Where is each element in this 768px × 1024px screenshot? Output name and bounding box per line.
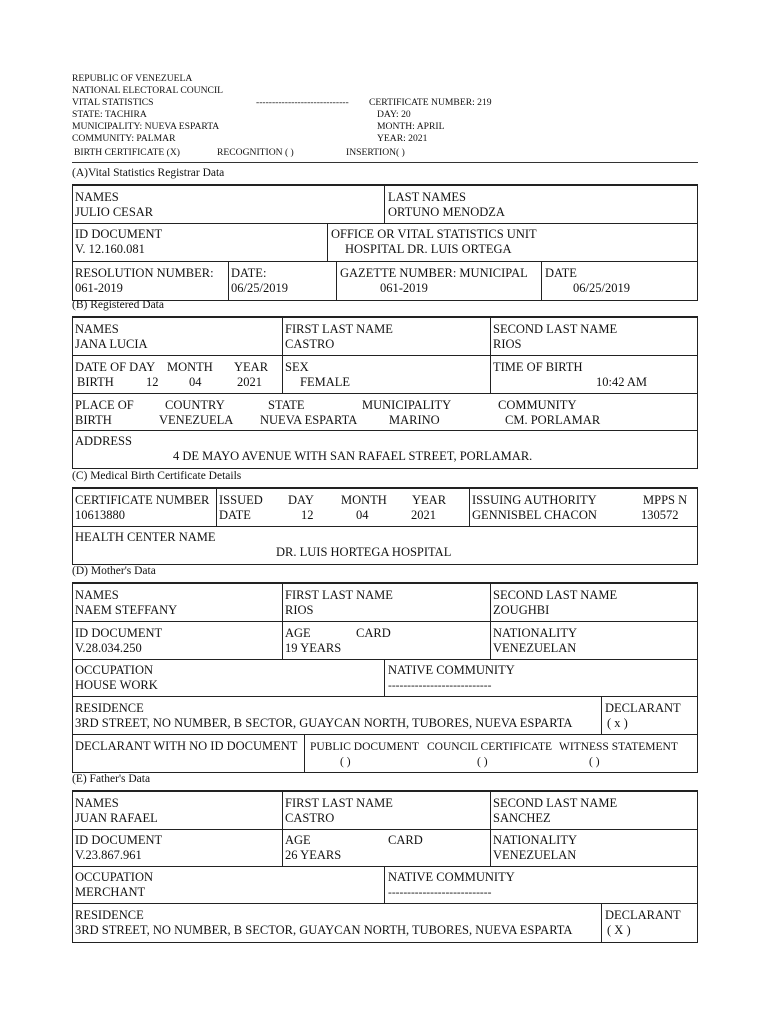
registered-names-row	[73, 318, 697, 356]
mother-nationality-value: VENEZUELAN	[493, 641, 577, 655]
father-residence-row	[73, 904, 697, 942]
witness-statement-label: WITNESS STATEMENT	[559, 741, 678, 753]
registered-second-last-name-label: SECOND LAST NAME	[493, 322, 618, 336]
father-second-last-name-value: SANCHEZ	[493, 811, 551, 825]
mother-second-last-name-label: SECOND LAST NAME	[493, 588, 618, 602]
father-residence-cell	[73, 904, 601, 942]
gazette-date-cell	[541, 262, 697, 300]
father-id-value: V.23.867.961	[75, 848, 142, 862]
mother-first-last-name-value: RIOS	[285, 603, 314, 617]
father-second-last-name-cell	[490, 792, 697, 829]
address-value: 4 DE MAYO AVENUE WITH SAN RAFAEL STREET, PORLAMAR.	[173, 449, 533, 463]
registered-first-last-name-label: FIRST LAST NAME	[285, 322, 393, 336]
mother-names-value: NAEM STEFFANY	[75, 603, 178, 617]
mother-residence-label: RESIDENCE	[75, 701, 144, 715]
father-names-value: JUAN RAFAEL	[75, 811, 158, 825]
issued-month-value: 04	[356, 508, 369, 522]
registrar-office-cell	[327, 224, 697, 261]
father-id-cell	[73, 830, 282, 866]
birth-year-label: YEAR	[234, 360, 269, 374]
mother-age-value: 19 YEARS	[285, 641, 342, 655]
mother-id-cell	[73, 622, 282, 659]
header-day: DAY: 20	[377, 109, 411, 120]
father-occupation-row	[73, 867, 697, 904]
mother-first-last-name-cell	[282, 584, 490, 621]
father-second-last-name-label: SECOND LAST NAME	[493, 796, 618, 810]
registrar-last-names-cell	[384, 186, 697, 223]
registrar-resolution-row	[73, 262, 697, 300]
section-a-title: (A)Vital Statistics Registrar Data	[72, 167, 225, 179]
medical-cert-row	[73, 489, 697, 527]
mother-occupation-value: HOUSE WORK	[75, 678, 158, 692]
registrar-id-cell	[73, 224, 327, 261]
state-value: NUEVA ESPARTA	[260, 413, 358, 427]
witness-statement-check: ( )	[589, 756, 600, 768]
mpps-value: 130572	[641, 508, 679, 522]
father-id-label: ID DOCUMENT	[75, 833, 163, 847]
no-id-document-cell	[73, 735, 304, 772]
father-age-cell	[282, 830, 490, 866]
section-c-title: (C) Medical Birth Certificate Details	[72, 470, 242, 482]
mother-id-label: ID DOCUMENT	[75, 626, 163, 640]
vital-statistics-label: VITAL STATISTICS	[72, 97, 154, 108]
municipality-value: MARINO	[389, 413, 440, 427]
father-names-row	[73, 792, 697, 830]
gazette-date-label: DATE	[545, 266, 577, 280]
sex-value: FEMALE	[300, 375, 350, 389]
place-of-birth-row	[73, 394, 697, 431]
father-residence-value: 3RD STREET, NO NUMBER, B SECTOR, GUAYCAN NORTH, TUBORES, NUEVA ESPARTA	[75, 923, 573, 937]
registered-names-label: NAMES	[75, 322, 119, 336]
header-month: MONTH: APRIL	[377, 121, 445, 132]
father-occupation-cell	[73, 867, 384, 903]
birth-label: BIRTH	[77, 375, 114, 389]
cert-number-cell	[73, 489, 216, 526]
mother-declarant-label: DECLARANT	[605, 701, 681, 715]
birth-month-label: MONTH	[167, 360, 213, 374]
birth-date-cell	[73, 356, 282, 393]
father-age-value: 26 YEARS	[285, 848, 342, 862]
resolution-date-value: 06/25/2019	[231, 281, 288, 295]
section-b-title: (B) Registered Data	[72, 299, 164, 311]
father-declarant-value: ( X )	[607, 923, 631, 937]
country-value: VENEZUELA	[159, 413, 234, 427]
father-nationality-cell	[490, 830, 697, 866]
issued-year-value: 2021	[411, 508, 436, 522]
time-of-birth-label: TIME OF BIRTH	[493, 360, 583, 374]
father-names-cell	[73, 792, 282, 829]
mother-names-cell	[73, 584, 282, 621]
cert-number-value: 10613880	[75, 508, 125, 522]
father-first-last-name-value: CASTRO	[285, 811, 335, 825]
issuing-authority-label: ISSUING AUTHORITY	[472, 493, 597, 507]
section-d-title: (D) Mother's Data	[72, 565, 156, 577]
header-municipality: MUNICIPALITY: NUEVA ESPARTA	[72, 121, 220, 132]
mother-first-last-name-label: FIRST LAST NAME	[285, 588, 393, 602]
registrar-office-value: HOSPITAL DR. LUIS ORTEGA	[345, 242, 512, 256]
mother-native-community-cell	[384, 660, 697, 696]
registered-names-cell	[73, 318, 282, 355]
registrar-id-row	[73, 224, 697, 262]
header-year: YEAR: 2021	[377, 133, 428, 144]
community-value: CM. PORLAMAR	[505, 413, 601, 427]
registrar-names-cell	[73, 186, 384, 223]
registrar-office-label: OFFICE OR VITAL STATISTICS UNIT	[331, 227, 537, 241]
registrar-last-names-label: LAST NAMES	[388, 190, 466, 204]
cert-number-label: CERTIFICATE NUMBER	[75, 493, 210, 507]
registered-second-last-name-value: RIOS	[493, 337, 522, 351]
sex-label: SEX	[285, 360, 309, 374]
resolution-date-cell	[228, 262, 336, 300]
mother-residence-row	[73, 697, 697, 735]
issuing-authority-cell	[469, 489, 697, 526]
header-state: STATE: TACHIRA	[72, 109, 147, 120]
issued-label: ISSUED	[219, 493, 263, 507]
father-occupation-label: OCCUPATION	[75, 870, 154, 884]
section-c-table	[72, 487, 698, 565]
address-row	[73, 431, 697, 468]
birth-certificate-option: BIRTH CERTIFICATE (X)	[74, 147, 180, 158]
mother-names-row	[73, 584, 697, 622]
registered-first-last-name-cell	[282, 318, 490, 355]
mother-nationality-cell	[490, 622, 697, 659]
registrar-names-value: JULIO CESAR	[75, 205, 154, 219]
country-name: REPUBLIC OF VENEZUELA	[72, 73, 193, 84]
father-residence-label: RESIDENCE	[75, 908, 144, 922]
section-e-table	[72, 790, 698, 943]
section-d-table	[72, 582, 698, 773]
gazette-number-label: GAZETTE NUMBER: MUNICIPAL	[340, 266, 528, 280]
no-id-document-label: DECLARANT WITH NO ID DOCUMENT	[75, 739, 298, 753]
health-center-value: DR. LUIS HORTEGA HOSPITAL	[276, 545, 452, 559]
gazette-date-value: 06/25/2019	[573, 281, 630, 295]
registrar-id-value: V. 12.160.081	[75, 242, 145, 256]
header-divider	[72, 162, 698, 163]
father-age-label: AGE	[285, 833, 311, 847]
mother-id-value: V.28.034.250	[75, 641, 142, 655]
registrar-id-label: ID DOCUMENT	[75, 227, 163, 241]
registered-names-value: JANA LUCIA	[75, 337, 148, 351]
country-label: COUNTRY	[165, 398, 225, 412]
mother-native-community-label: NATIVE COMMUNITY	[388, 663, 515, 677]
birth-month-value: 04	[189, 375, 202, 389]
resolution-number-cell	[73, 262, 228, 300]
mother-occupation-cell	[73, 660, 384, 696]
public-document-label: PUBLIC DOCUMENT	[310, 741, 419, 753]
place-of-birth-label: PLACE OF	[75, 398, 134, 412]
header-dashes: -----------------------------	[256, 97, 349, 108]
registered-first-last-name-value: CASTRO	[285, 337, 335, 351]
section-b-table	[72, 316, 698, 469]
father-native-community-cell	[384, 867, 697, 903]
mother-second-last-name-value: ZOUGHBI	[493, 603, 550, 617]
council-certificate-label: COUNCIL CERTIFICATE	[427, 741, 553, 753]
health-center-label: HEALTH CENTER NAME	[75, 530, 216, 544]
father-nationality-label: NATIONALITY	[493, 833, 578, 847]
issued-day-label: DAY	[288, 493, 314, 507]
resolution-date-label: DATE:	[231, 266, 267, 280]
mother-residence-value: 3RD STREET, NO NUMBER, B SECTOR, GUAYCAN NORTH, TUBORES, NUEVA ESPARTA	[75, 716, 573, 730]
council-name: NATIONAL ELECTORAL COUNCIL	[72, 85, 223, 96]
section-a-table	[72, 184, 698, 301]
state-label: STATE	[268, 398, 305, 412]
registrar-names-label: NAMES	[75, 190, 119, 204]
issuing-authority-value: GENNISBEL CHACON	[472, 508, 597, 522]
issued-date-label: DATE	[219, 508, 251, 522]
mpps-label: MPPS N	[643, 493, 688, 507]
father-first-last-name-label: FIRST LAST NAME	[285, 796, 393, 810]
document-type-cell	[304, 735, 697, 772]
mother-declarant-cell	[601, 697, 697, 734]
time-of-birth-value: 10:42 AM	[596, 375, 648, 389]
birth-year-value: 2021	[237, 375, 262, 389]
mother-nationality-label: NATIONALITY	[493, 626, 578, 640]
gazette-number-cell	[336, 262, 541, 300]
address-label: ADDRESS	[75, 434, 132, 448]
resolution-number-value: 061-2019	[75, 281, 123, 295]
mother-second-last-name-cell	[490, 584, 697, 621]
mother-declarant-value: ( x )	[607, 716, 628, 730]
father-first-last-name-cell	[282, 792, 490, 829]
issued-date-cell	[216, 489, 469, 526]
mother-occupation-label: OCCUPATION	[75, 663, 154, 677]
issued-month-label: MONTH	[341, 493, 387, 507]
father-names-label: NAMES	[75, 796, 119, 810]
father-card-label: CARD	[388, 833, 423, 847]
municipality-label: MUNICIPALITY	[362, 398, 452, 412]
public-document-check: ( )	[340, 756, 351, 768]
father-id-row	[73, 830, 697, 867]
birth-day-value: 12	[146, 375, 159, 389]
father-declarant-cell	[601, 904, 697, 942]
father-native-community-value: ---------------------------	[388, 887, 492, 899]
father-occupation-value: MERCHANT	[75, 885, 146, 899]
time-of-birth-cell	[490, 356, 697, 393]
section-e-title: (E) Father's Data	[72, 773, 151, 785]
resolution-number-label: RESOLUTION NUMBER:	[75, 266, 214, 280]
community-label: COMMUNITY	[498, 398, 577, 412]
date-of-day-label: DATE OF DAY	[75, 360, 156, 374]
father-declarant-label: DECLARANT	[605, 908, 681, 922]
issued-day-value: 12	[301, 508, 314, 522]
recognition-option: RECOGNITION ( )	[217, 147, 294, 158]
sex-cell	[282, 356, 490, 393]
issued-year-label: YEAR	[412, 493, 447, 507]
registered-second-last-name-cell	[490, 318, 697, 355]
registrar-last-names-value: ORTUNO MENODZA	[388, 205, 505, 219]
certificate-number: CERTIFICATE NUMBER: 219	[369, 97, 492, 108]
gazette-number-value: 061-2019	[380, 281, 428, 295]
header-community: COMMUNITY: PALMAR	[72, 133, 176, 144]
mother-id-row	[73, 622, 697, 660]
mother-residence-cell	[73, 697, 601, 734]
mother-occupation-row	[73, 660, 697, 697]
mother-native-community-value: ---------------------------	[388, 680, 492, 692]
mother-card-label: CARD	[356, 626, 391, 640]
father-nationality-value: VENEZUELAN	[493, 848, 577, 862]
insertion-option: INSERTION( )	[346, 147, 405, 158]
registrar-names-row	[73, 186, 697, 224]
health-center-row	[73, 527, 697, 564]
place-of-birth-label-2: BIRTH	[75, 413, 112, 427]
council-certificate-check: ( )	[477, 756, 488, 768]
declarant-document-row	[73, 735, 697, 772]
father-native-community-label: NATIVE COMMUNITY	[388, 870, 515, 884]
birth-date-row	[73, 356, 697, 394]
mother-age-label: AGE	[285, 626, 311, 640]
mother-names-label: NAMES	[75, 588, 119, 602]
mother-age-cell	[282, 622, 490, 659]
